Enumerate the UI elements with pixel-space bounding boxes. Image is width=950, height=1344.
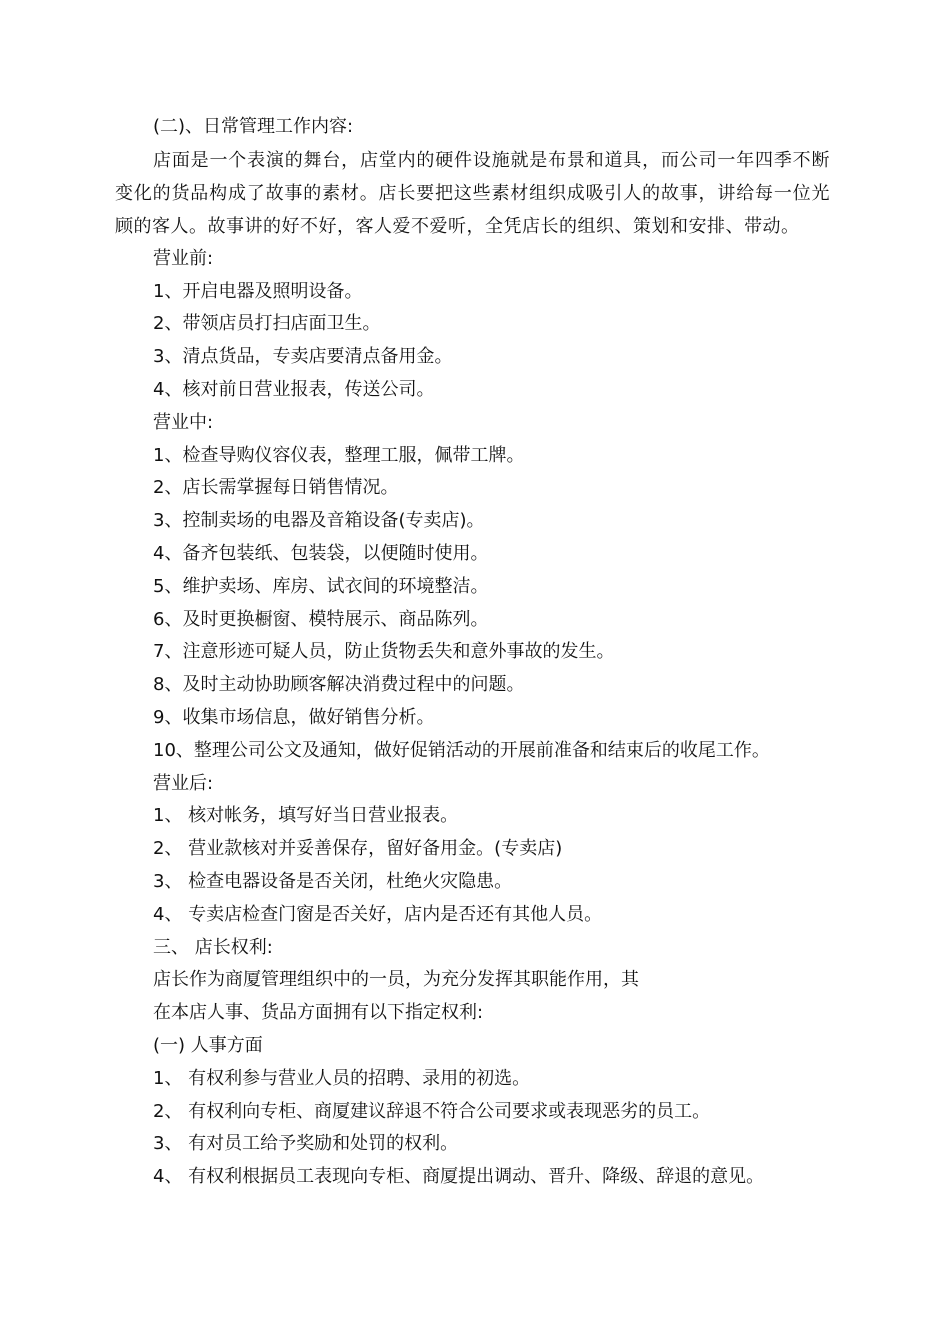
list-item: 1、检查导购仪容仪表，整理工服，佩带工牌。 — [153, 444, 525, 466]
rights-description-line: 店长作为商厦管理组织中的一员，为充分发挥其职能作用，其 — [153, 969, 639, 991]
list-item: 2、带领店员打扫店面卫生。 — [153, 313, 381, 335]
section-heading: (二)、日常管理工作内容: — [153, 116, 354, 137]
list-item: 3、控制卖场的电器及音箱设备(专卖店)。 — [153, 510, 485, 532]
personnel-subtitle: (一) 人事方面 — [153, 1034, 263, 1056]
during-business-title: 营业中: — [153, 411, 214, 433]
list-item: 3、清点货品，专卖店要清点备用金。 — [153, 346, 453, 368]
list-item: 1、 核对帐务，填写好当日营业报表。 — [153, 805, 459, 827]
list-item: 1、开启电器及照明设备。 — [153, 280, 363, 302]
list-item: 4、备齐包装纸、包装袋，以便随时使用。 — [153, 542, 489, 564]
after-business-title: 营业后: — [153, 772, 214, 794]
list-item: 7、注意形迹可疑人员，防止货物丢失和意外事故的发生。 — [153, 641, 615, 663]
list-item: 2、 营业款核对并妥善保存，留好备用金。(专卖店) — [153, 838, 563, 860]
list-item: 8、及时主动协助顾客解决消费过程中的问题。 — [153, 674, 525, 696]
list-item: 3、 检查电器设备是否关闭，杜绝火灾隐患。 — [153, 870, 513, 892]
document-body — [115, 111, 830, 1194]
list-item: 4、核对前日营业报表，传送公司。 — [153, 378, 435, 400]
list-item: 6、及时更换橱窗、模特展示、商品陈列。 — [153, 608, 489, 630]
manager-rights-title: 三、 店长权利: — [153, 936, 273, 958]
list-item: 10、整理公司公文及通知，做好促销活动的开展前准备和结束后的收尾工作。 — [153, 739, 770, 761]
list-item: 1、 有权利参与营业人员的招聘、录用的初选。 — [153, 1067, 531, 1089]
list-item: 3、 有对员工给予奖励和处罚的权利。 — [153, 1133, 459, 1155]
rights-description-line: 在本店人事、货品方面拥有以下指定权利: — [153, 1002, 484, 1024]
list-item: 9、收集市场信息，做好销售分析。 — [153, 706, 435, 728]
list-item: 4、 专卖店检查门窗是否关好，店内是否还有其他人员。 — [153, 903, 603, 925]
list-item: 5、维护卖场、库房、试衣间的环境整洁。 — [153, 575, 489, 597]
before-business-title: 营业前: — [153, 247, 214, 269]
list-item: 2、店长需掌握每日销售情况。 — [153, 477, 399, 499]
list-item: 2、 有权利向专柜、商厦建议辞退不符合公司要求或表现恶劣的员工。 — [153, 1100, 711, 1122]
intro-paragraph: 店面是一个表演的舞台，店堂内的硬件设施就是布景和道具，而公司一年四季不断变化的货品构成了故事的素材。店长要把这些素材组织成吸引人的故事，讲给每一位光顾的客人。故事讲的好不好，客人爱不爱听，全凭店长的组织、策划和安排、带动。 — [115, 149, 830, 237]
list-item: 4、 有权利根据员工表现向专柜、商厦提出调动、晋升、降级、辞退的意见。 — [153, 1166, 765, 1188]
